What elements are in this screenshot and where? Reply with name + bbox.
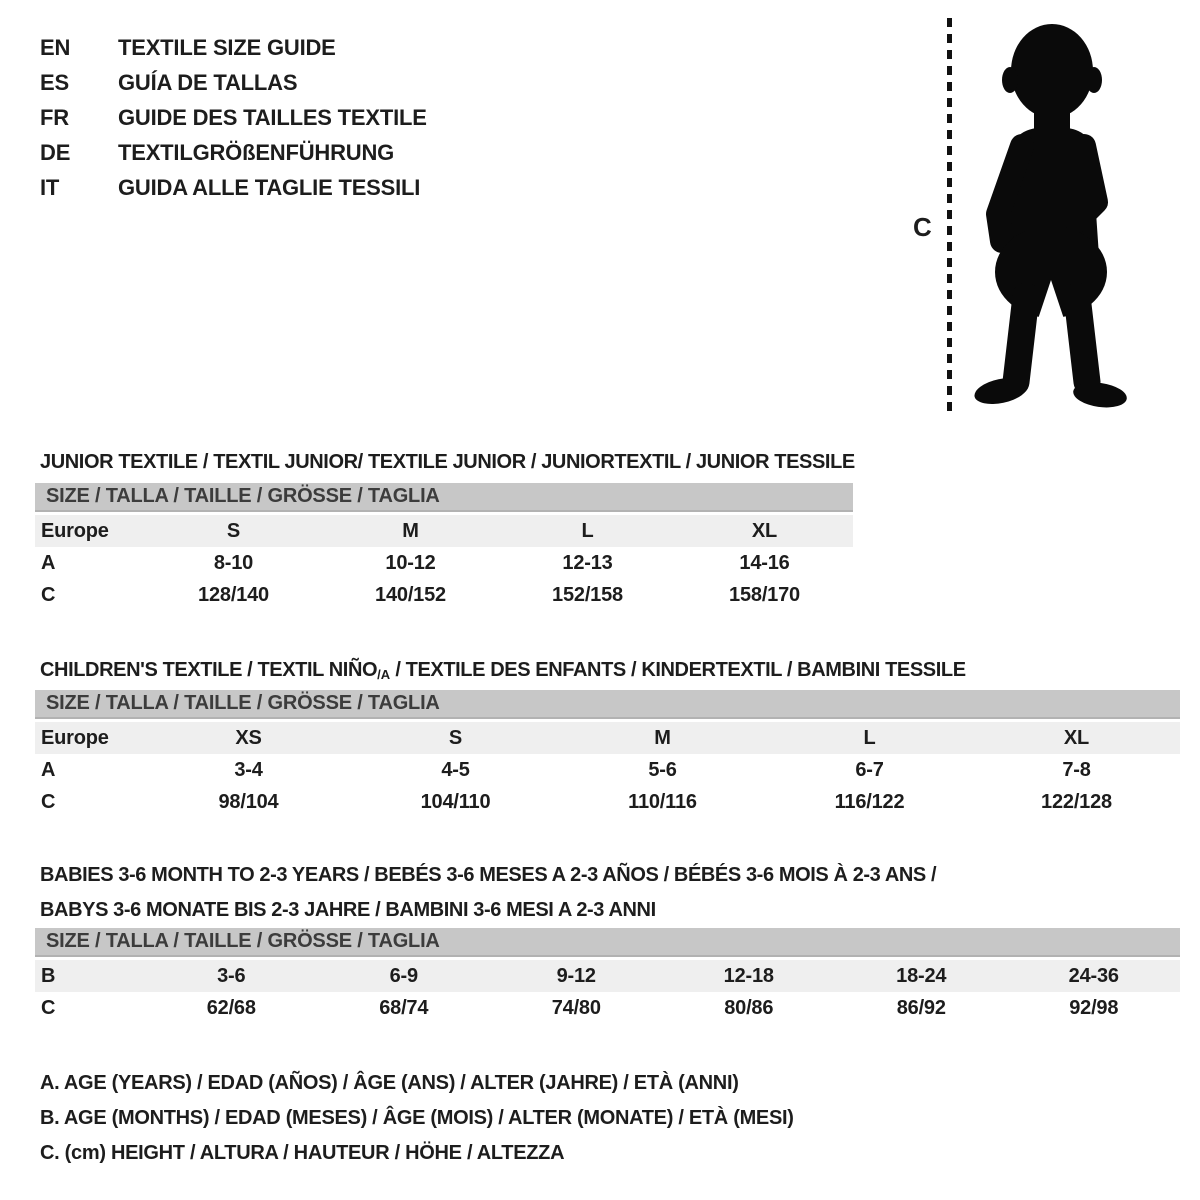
size-cell: 152/158 — [552, 583, 623, 606]
table-row — [35, 579, 853, 611]
size-cell: 9-12 — [556, 964, 596, 987]
row-cells — [145, 992, 1180, 1024]
size-header-bar: SIZE / TALLA / TAILLE / GRÖSSE / TAGLIA — [35, 483, 853, 512]
size-cell: 122/128 — [1041, 790, 1112, 813]
size-cell: 8-10 — [213, 551, 254, 574]
size-cell: 4-5 — [441, 758, 470, 781]
size-cell: L — [863, 726, 876, 749]
size-header-bar: SIZE / TALLA / TAILLE / GRÖSSE / TAGLIA — [35, 690, 1180, 719]
size-cell: 140/152 — [375, 583, 446, 606]
row-cells — [145, 786, 1180, 818]
size-cell: 12-13 — [562, 551, 613, 574]
row-label: A — [41, 551, 56, 574]
size-cell: 80/86 — [724, 996, 774, 1019]
size-cell: S — [448, 726, 463, 749]
children-table-rows — [35, 722, 1180, 818]
size-cell: 104/110 — [420, 790, 491, 813]
junior-size-table — [35, 483, 853, 611]
size-guide-title: GUIDE DES TAILLES TEXTILE — [118, 104, 427, 130]
language-code: DE — [40, 139, 71, 165]
size-cell: L — [581, 519, 594, 542]
table-row — [35, 547, 853, 579]
row-cells — [145, 960, 1180, 992]
language-row — [40, 100, 427, 135]
size-cell: 3-4 — [234, 758, 263, 781]
size-cell: 6-9 — [389, 964, 418, 987]
junior-section-title: JUNIOR TEXTILE / TEXTIL JUNIOR/ TEXTILE JUNIOR / JUNIORTEXTIL / JUNIOR TESSILE — [40, 450, 855, 473]
table-row — [35, 515, 853, 547]
row-label: C — [41, 583, 56, 606]
table-row — [35, 722, 1180, 754]
row-cells — [145, 515, 853, 547]
size-cell: 86/92 — [896, 996, 946, 1019]
row-cells — [145, 547, 853, 579]
row-cells — [145, 754, 1180, 786]
language-row — [40, 65, 427, 100]
row-label: C — [41, 790, 56, 813]
legend-line: C. (cm) HEIGHT / ALTURA / HAUTEUR / HÖHE / ALTEZZA — [40, 1142, 565, 1164]
legend-line: A. AGE (YEARS) / EDAD (AÑOS) / ÂGE (ANS) / ALTER (JAHRE) / ETÀ (ANNI) — [40, 1072, 739, 1094]
size-cell: 12-18 — [723, 964, 774, 987]
language-row — [40, 30, 427, 65]
size-cell: 62/68 — [206, 996, 256, 1019]
row-label: C — [41, 996, 56, 1019]
junior-table-rows — [35, 515, 853, 611]
children-title-sub: /A — [377, 666, 391, 682]
size-header-bar: SIZE / TALLA / TAILLE / GRÖSSE / TAGLIA — [35, 928, 1180, 957]
size-cell: 3-6 — [217, 964, 246, 987]
language-code: ES — [40, 69, 69, 95]
toddler-silhouette-icon — [960, 14, 1142, 418]
children-section-title — [40, 659, 966, 682]
language-title-block — [40, 30, 427, 205]
row-label: Europe — [41, 519, 109, 542]
babies-section-title — [40, 858, 936, 928]
size-cell: 14-16 — [739, 551, 790, 574]
size-guide-title: GUIDA ALLE TAGLIE TESSILI — [118, 174, 421, 200]
size-cell: 5-6 — [648, 758, 677, 781]
babies-title-line: BABYS 3-6 MONATE BIS 2-3 JAHRE / BAMBINI 3-6 MESI A 2-3 ANNI — [40, 898, 656, 921]
row-cells — [145, 579, 853, 611]
size-cell: 116/122 — [834, 790, 905, 813]
size-cell: XL — [751, 519, 778, 542]
language-row — [40, 135, 427, 170]
row-label: B — [41, 964, 56, 987]
size-cell: 24-36 — [1068, 964, 1119, 987]
babies-table-rows — [35, 960, 1180, 1024]
height-label-c: C — [913, 212, 932, 242]
babies-title-line: BABIES 3-6 MONTH TO 2-3 YEARS / BEBÉS 3-6 MESES A 2-3 AÑOS / BÉBÉS 3-6 MOIS À 2-3 ANS / — [40, 863, 937, 886]
size-cell: S — [226, 519, 241, 542]
size-cell: 18-24 — [896, 964, 947, 987]
size-cell: 6-7 — [855, 758, 884, 781]
row-cells — [145, 722, 1180, 754]
table-row — [35, 992, 1180, 1024]
table-row — [35, 754, 1180, 786]
legend-block — [40, 1066, 794, 1171]
size-cell: 158/170 — [729, 583, 800, 606]
language-row — [40, 170, 427, 205]
children-title-main: CHILDREN'S TEXTILE / TEXTIL NIÑO — [40, 658, 378, 681]
size-cell: 68/74 — [379, 996, 429, 1019]
size-guide-title: TEXTILGRÖßENFÜHRUNG — [118, 139, 395, 165]
size-cell: 74/80 — [551, 996, 601, 1019]
size-cell: XS — [235, 726, 262, 749]
size-cell: 92/98 — [1069, 996, 1119, 1019]
language-code: EN — [40, 34, 71, 60]
size-guide-title: GUÍA DE TALLAS — [118, 69, 298, 95]
size-cell: XL — [1063, 726, 1090, 749]
children-title-rest: / TEXTILE DES ENFANTS / KINDERTEXTIL / BAMBINI TESSILE — [390, 658, 966, 681]
size-cell: M — [654, 726, 671, 749]
size-cell: M — [402, 519, 419, 542]
table-row — [35, 786, 1180, 818]
children-size-table — [35, 690, 1180, 818]
height-dashed-line — [947, 18, 952, 416]
size-cell: 110/116 — [628, 790, 697, 813]
language-code: IT — [40, 174, 60, 200]
row-label: A — [41, 758, 56, 781]
legend-line: B. AGE (MONTHS) / EDAD (MESES) / ÂGE (MOIS) / ALTER (MONATE) / ETÀ (MESI) — [40, 1107, 794, 1129]
size-cell: 128/140 — [198, 583, 269, 606]
row-label: Europe — [41, 726, 109, 749]
size-cell: 7-8 — [1062, 758, 1091, 781]
babies-size-table — [35, 928, 1180, 1024]
table-row — [35, 960, 1180, 992]
size-cell: 98/104 — [218, 790, 279, 813]
language-code: FR — [40, 104, 69, 130]
size-cell: 10-12 — [385, 551, 436, 574]
size-guide-title: TEXTILE SIZE GUIDE — [118, 34, 336, 60]
